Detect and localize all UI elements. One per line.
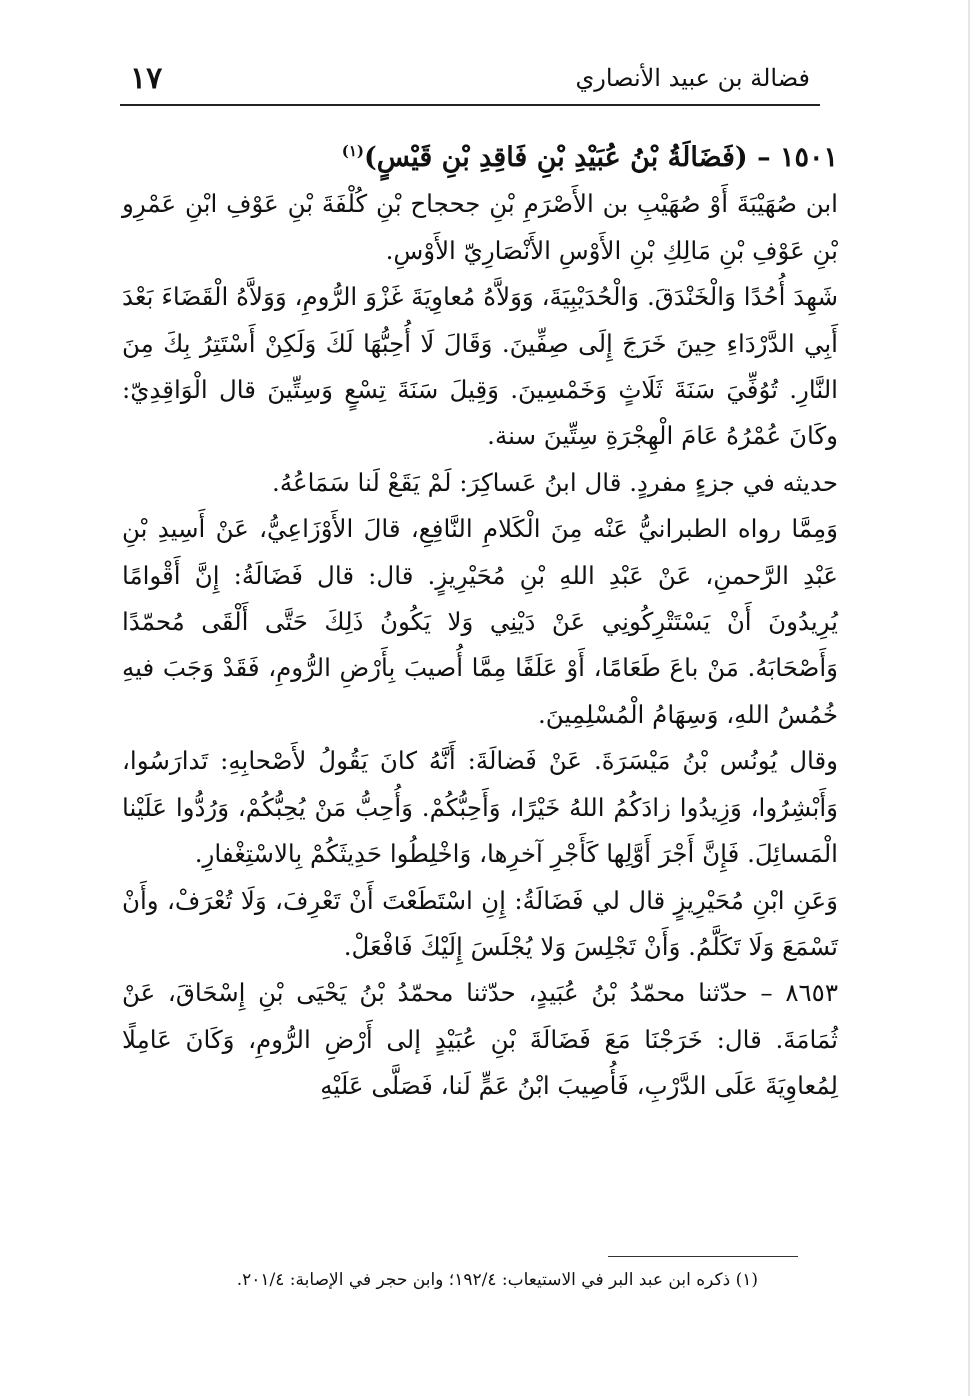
page-header xyxy=(130,58,810,98)
entry-heading xyxy=(122,135,838,181)
paragraph-hadith-8653: ٨٦٥٣ – حدّثنا محمّدُ بْنُ عُبَيدٍ، حدّثنا محمّدُ بْنُ يَحْيَى بْنِ إِسْحَاقَ، عَنْ ثُمَامَةَ. قال: خَرَجْنَا مَعَ فَضَالَةَ بْنِ عُبَيْدٍ إلى أَرْضِ الرُّومِ، وَكَانَ عَامِلًا لِمُعاوِيَةَ عَلَى الدَّرْبِ، فَأُصِيبَ ابْنُ عَمٍّ لَنا، فَصَلَّى عَلَيْهِ xyxy=(122,978,838,1101)
page-edge-shadow xyxy=(968,0,970,1396)
paragraph-tabarani: وَمِمَّا رواه الطبرانيُّ عَنْه مِنَ الْكَلامِ النَّافِعِ، قالَ الأَوْزَاعِيُّ، عَنْ أَسِيدِ بْنِ عَبْدِ الرَّحمنِ، عَنْ عَبْدِ اللهِ بْنِ مُحَيْرِيزٍ. قال: قال فَضَالَةُ: إِنَّ أَقْوامًا يُرِيدُونَ أَنْ يَسْتَتْرِكُونِي عَنْ دَيْنِي وَلا يَكُونُ ذَلِكَ حَتَّى أَلْقَى مُحمّدًا وَأَصْحَابَهُ. مَنْ باعَ طَعَامًا، أَوْ عَلَفًا مِمَّا أُصيبَ بِأَرْضِ الرُّومِ، فَقَدْ وَجَبَ فيهِ خُمُسُ اللهِ، وَسِهَامُ الْمُسْلِمِينَ. xyxy=(122,514,838,729)
entry-number: ١٥٠١ xyxy=(779,142,838,173)
footnote: (١) ذكره ابن عبد البر في الاستيعاب: ١٩٢/٤؛ وابن حجر في الإصابة: ٢٠١/٤. xyxy=(236,1270,758,1290)
header-rule xyxy=(120,104,820,106)
paragraph-hadith-note: حديثه في جزءٍ مفردٍ. قال ابنُ عَساكِرَ: لَمْ يَقَعْ لَنا سَمَاعُهُ. xyxy=(272,467,838,497)
footnote-rule xyxy=(608,1256,798,1257)
paragraph-muhayriz: وَعَنِ ابْنِ مُحَيْرِيزٍ قال لي فَضَالَةُ: إِنِ اسْتَطَعْتَ أَنْ تَعْرِفَ، وَلَا تُعْرَفْ، وأَنْ تَسْمَعَ وَلَا تَكَلَّمُ. وَأَنْ تَجْلِسَ وَلا يُجْلَسَ إِلَيْكَ فَافْعَلْ. xyxy=(122,885,838,961)
page-number: ١٧ xyxy=(130,60,163,96)
paragraph-lineage: ابن صُهَيْبَةَ أَوْ صُهَيْبِ بن الأَصْرَمِ بْنِ جحجاح بْنِ كُلْفَةَ بْنِ عَوْفِ ابْنِ عَمْرِو بْنِ عَوْفِ بْنِ مَالِكِ بْنِ الأَوْسِ الأَنْصَارِيّ الأَوْسِ. xyxy=(122,189,838,265)
footnote-ref: (١) xyxy=(341,142,364,160)
running-title: فضالة بن عبيد الأنصاري xyxy=(575,64,810,92)
paragraph-yunus: وقال يُونُس بْنُ مَيْسَرَةَ. عَنْ فَضالَةَ: أَنَّهُ كانَ يَقُولُ لأَصْحابِهِ: تَدارَسُوا، وَأَبْشِرُوا، وَزِيدُوا زادَكُمُ اللهُ خَيْرًا، وَأَحِبُّكُمْ. وَأُحِبُّ مَنْ يُحِبُّكُمْ، وَرُدُّوا عَلَيْنا الْمَسائِلَ. فَإِنَّ أَجْرَ أَوَّلِها كَأَجْرِ آخرِها، وَاخْلِطُوا حَدِيثَكُمْ بِالاسْتِغْفارِ. xyxy=(122,746,838,869)
paragraph-biography: شَهِدَ أُحُدًا وَالْخَنْدَقَ. وَالْحُدَيْبِيَةَ، وَوَلاَّهُ مُعاوِيَةَ غَزْوَ الرُّومِ، وَوَلاَّهُ الْقَضَاءَ بَعْدَ أَبِي الدَّرْدَاءِ حِينَ خَرَجَ إِلَى صِفِّينَ. وَقَالَ لَا أُحِبُّهَا لَكَ وَلَكِنْ أَسْتَتِرُ بِكَ مِنَ النَّارِ. تُوُفِّيَ سَنَةَ ثَلَاثٍ وَخَمْسِينَ. وَقِيلَ سَنَةَ تِسْعٍ وَسِتِّينَ قال الْوَاقِدِيّ: وكَانَ عُمْرُهُ عَامَ الْهِجْرَةِ سِتِّينَ سنة. xyxy=(122,282,838,451)
main-text xyxy=(122,135,838,1110)
entry-title: – (فَضَالَةُ بْنُ عُبَيْدِ بْنِ فَاقِدِ بْنِ قَيْسٍ) xyxy=(364,142,771,173)
